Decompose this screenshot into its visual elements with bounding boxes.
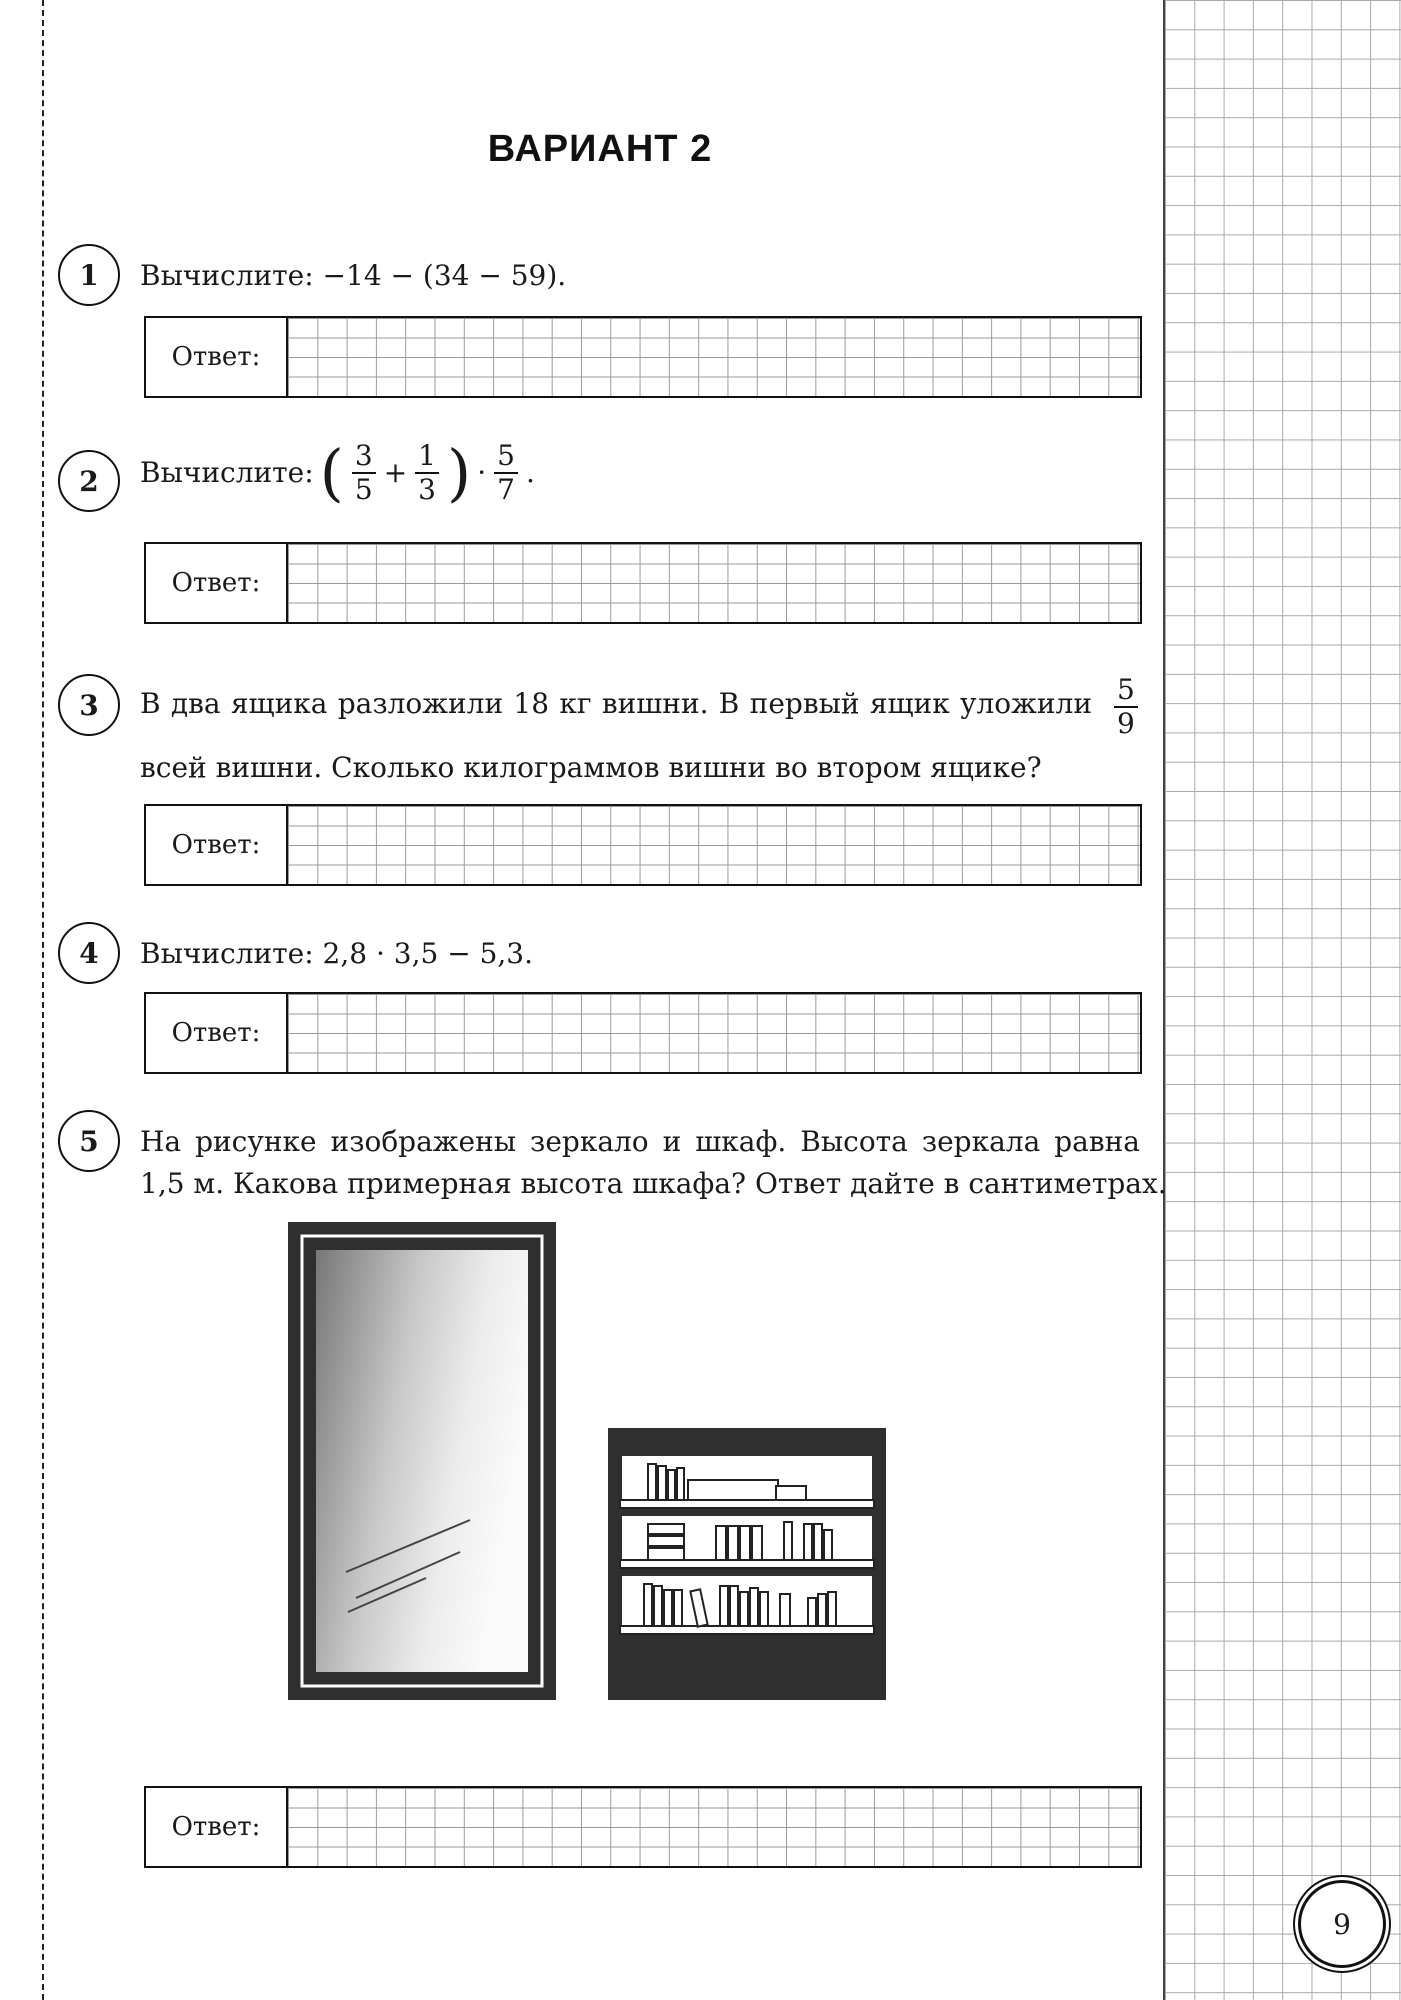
task-1-text: Вычислите: −14 − (34 − 59). xyxy=(140,259,567,292)
answer-label: Ответ: xyxy=(146,544,288,622)
fraction xyxy=(352,440,376,506)
page-title: ВАРИАНТ 2 xyxy=(487,128,713,170)
answer-label: Ответ: xyxy=(146,806,288,884)
fraction-denominator: 9 xyxy=(1117,707,1135,740)
fraction-numerator: 5 xyxy=(1114,674,1138,708)
answer-box-1[interactable] xyxy=(144,316,1142,398)
fraction xyxy=(494,440,518,506)
answer-box-4[interactable] xyxy=(144,992,1142,1074)
page-number: 9 xyxy=(1298,1880,1386,1968)
task-2-text xyxy=(140,436,535,509)
task-number-4: 4 xyxy=(58,922,120,984)
multiply-dot: · xyxy=(477,456,487,489)
paren-close: ) xyxy=(447,436,472,509)
fraction-denominator: 7 xyxy=(497,473,515,506)
answer-cells[interactable] xyxy=(288,1788,1140,1866)
task-5-line-2: 1,5 м. Какова примерная высота шкафа? Ответ дайте в сантиметрах. xyxy=(140,1167,1167,1200)
period: . xyxy=(525,456,535,489)
answer-label: Ответ: xyxy=(146,1788,288,1866)
answer-cells[interactable] xyxy=(288,544,1140,622)
task-number-1: 1 xyxy=(58,244,120,306)
paren-open: ( xyxy=(319,436,344,509)
answer-label: Ответ: xyxy=(146,994,288,1072)
answer-box-5[interactable] xyxy=(144,1786,1142,1868)
fraction-denominator: 3 xyxy=(418,473,436,506)
mirror-image xyxy=(288,1222,556,1700)
bookcase-image xyxy=(608,1428,886,1700)
plus-sign: + xyxy=(383,456,408,489)
fraction xyxy=(415,440,439,506)
draft-grid-margin xyxy=(1163,0,1401,2000)
task-number-2: 2 xyxy=(58,450,120,512)
answer-label: Ответ: xyxy=(146,318,288,396)
task-3-fraction xyxy=(1112,674,1140,740)
fraction-numerator: 1 xyxy=(415,440,439,474)
task-number-3: 3 xyxy=(58,674,120,736)
answer-box-2[interactable] xyxy=(144,542,1142,624)
answer-box-3[interactable] xyxy=(144,804,1142,886)
task-3-line-2: всей вишни. Сколько килограммов вишни во втором ящике? xyxy=(140,751,1042,784)
task-5-line-1: На рисунке изображены зеркало и шкаф. Высота зеркала равна xyxy=(140,1125,1140,1158)
task-2-prefix: Вычислите: xyxy=(140,456,314,489)
answer-cells[interactable] xyxy=(288,994,1140,1072)
cut-line xyxy=(42,0,44,2000)
answer-cells[interactable] xyxy=(288,318,1140,396)
fraction-numerator: 3 xyxy=(352,440,376,474)
task-4-text: Вычислите: 2,8 · 3,5 − 5,3. xyxy=(140,937,534,970)
fraction-numerator: 5 xyxy=(494,440,518,474)
fraction-denominator: 5 xyxy=(354,473,373,506)
answer-cells[interactable] xyxy=(288,806,1140,884)
task-3-line-1: В два ящика разложили 18 кг вишни. В первый ящик уложили xyxy=(140,687,1092,720)
task-number-5: 5 xyxy=(58,1110,120,1172)
